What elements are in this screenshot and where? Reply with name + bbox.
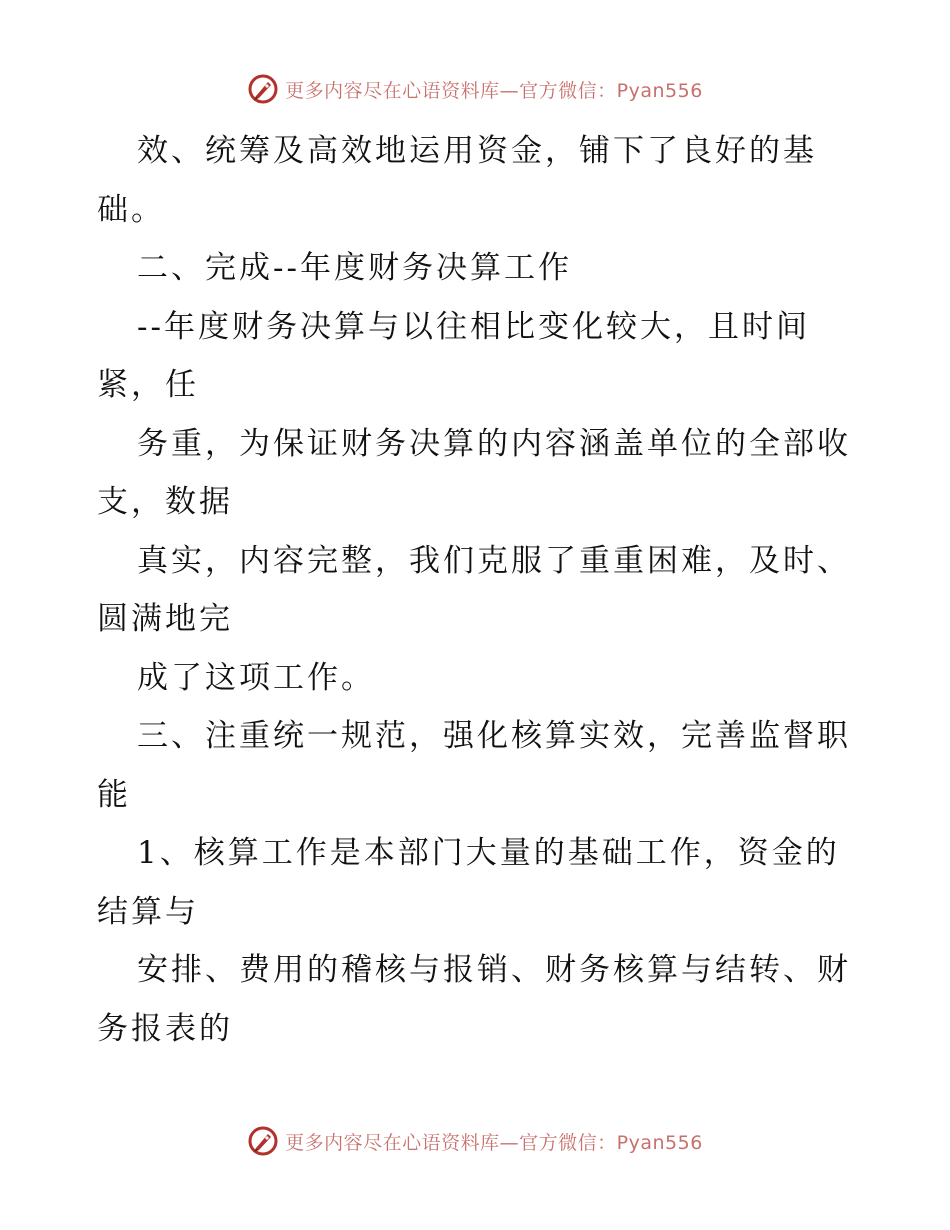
text-line: 1、核算工作是本部门大量的基础工作，资金的 <box>137 835 840 871</box>
text-line: 真实，内容完整，我们克服了重重困难，及时、 <box>137 542 851 579</box>
text-line: 务重，为保证财务决算的内容涵盖单位的全部收 <box>137 425 851 462</box>
footer-banner-text: 更多内容尽在心语资料库—官方微信：Pyan556 <box>285 1131 703 1154</box>
text-line: 支，数据 <box>97 484 233 520</box>
document-body <box>97 122 867 1058</box>
text-line: 务报表的 <box>97 1010 233 1047</box>
text-line: 效、统筹及高效地运用资金，铺下了良好的基 <box>137 133 817 169</box>
text-line: 成了这项工作。 <box>137 659 375 696</box>
header-banner-text: 更多内容尽在心语资料库—官方微信：Pyan556 <box>285 79 703 102</box>
text-line: 安排、费用的稽核与报销、财务核算与结转、财 <box>137 952 851 988</box>
fountain-pen-logo-icon <box>247 1125 279 1157</box>
text-line: 圆满地完 <box>97 601 233 637</box>
text-line: 三、注重统一规范，强化核算实效，完善监督职 <box>137 718 851 754</box>
header-banner <box>0 72 950 106</box>
text-line: 能 <box>97 776 131 813</box>
text-line: 础。 <box>97 191 165 228</box>
text-line: 二、完成--年度财务决算工作 <box>137 250 572 286</box>
text-line: --年度财务决算与以往相比变化较大，且时间 <box>137 308 810 345</box>
text-line: 结算与 <box>97 893 199 930</box>
fountain-pen-logo-icon <box>247 73 279 105</box>
footer-banner <box>0 1124 950 1158</box>
text-line: 紧，任 <box>97 367 199 403</box>
